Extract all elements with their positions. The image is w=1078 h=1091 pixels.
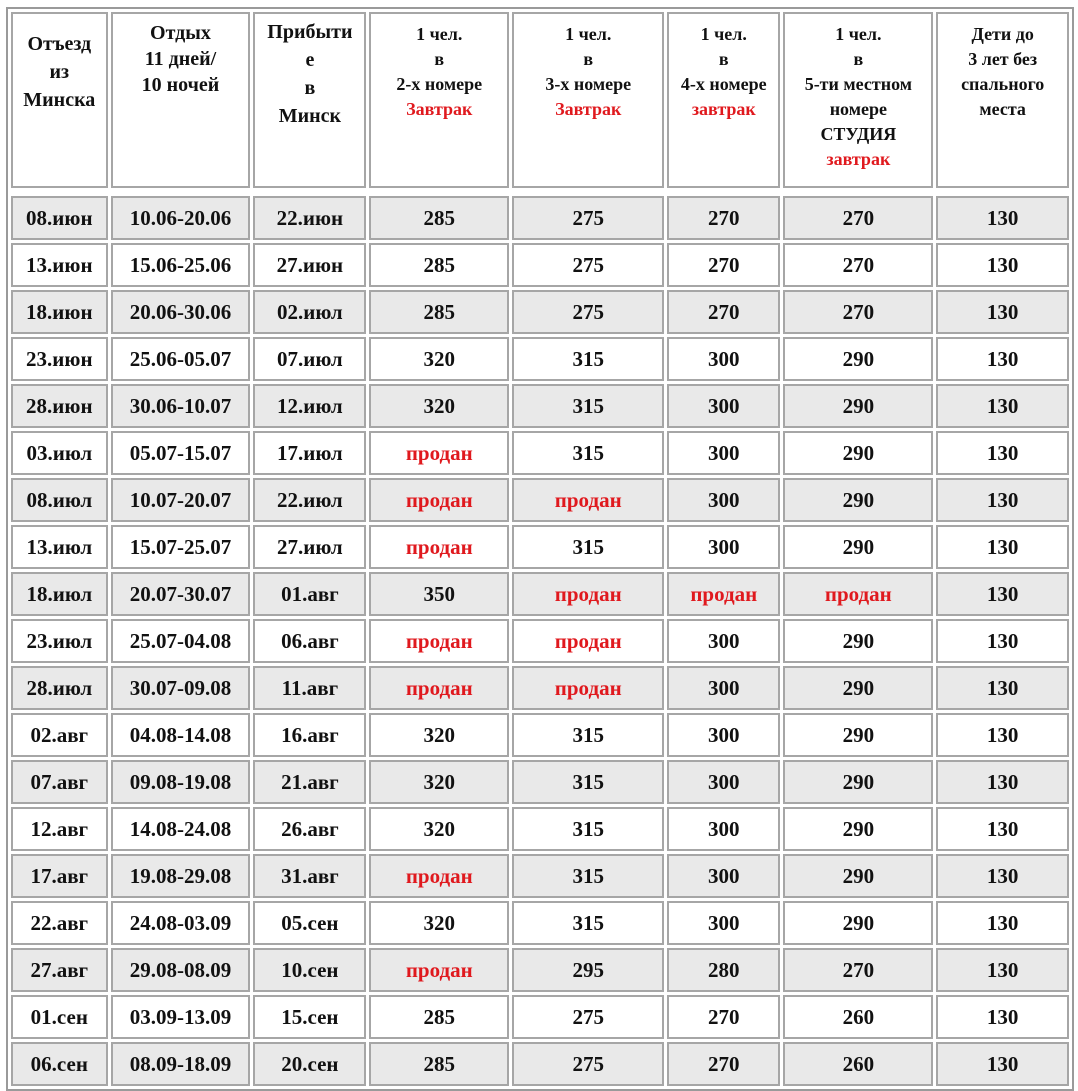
- price-triple: 315: [512, 384, 664, 428]
- header-line: 3-х номере: [545, 74, 632, 94]
- arrival-date: 26.авг: [253, 807, 366, 851]
- header-line: Дети до: [971, 24, 1034, 44]
- price-triple: 275: [512, 290, 664, 334]
- price-children: 130: [936, 290, 1069, 334]
- arrival-date: 07.июл: [253, 337, 366, 381]
- price-quad: 300: [667, 384, 780, 428]
- arrival-date: 22.июл: [253, 478, 366, 522]
- departure-header: [11, 12, 108, 188]
- header-line: Минска: [23, 89, 96, 111]
- price-studio: 270: [783, 196, 933, 240]
- stay-period: 09.08-19.08: [111, 760, 251, 804]
- price-quad: 300: [667, 431, 780, 475]
- price-studio: продан: [783, 572, 933, 616]
- price-triple: 315: [512, 713, 664, 757]
- table-row: [11, 478, 1069, 522]
- stay-period: 08.09-18.09: [111, 1042, 251, 1086]
- departure-date: 12.авг: [11, 807, 108, 851]
- price-triple: продан: [512, 478, 664, 522]
- price-children: 130: [936, 478, 1069, 522]
- price-studio: 270: [783, 948, 933, 992]
- header-line: Минск: [278, 105, 342, 127]
- price-studio: 290: [783, 337, 933, 381]
- price-children: 130: [936, 572, 1069, 616]
- price-children: 130: [936, 384, 1069, 428]
- stay-period: 25.06-05.07: [111, 337, 251, 381]
- stay-period: 14.08-24.08: [111, 807, 251, 851]
- price-children: 130: [936, 196, 1069, 240]
- price-quad: 300: [667, 901, 780, 945]
- price-studio: 270: [783, 243, 933, 287]
- price-quad: 300: [667, 619, 780, 663]
- price-children: 130: [936, 1042, 1069, 1086]
- stay-period: 10.06-20.06: [111, 196, 251, 240]
- price-studio: 260: [783, 995, 933, 1039]
- price-quad: 300: [667, 760, 780, 804]
- stay-period: 30.07-09.08: [111, 666, 251, 710]
- header-line: 10 ночей: [141, 74, 220, 96]
- arrival-date: 05.сен: [253, 901, 366, 945]
- price-quad: 300: [667, 478, 780, 522]
- header-line: 3 лет без: [968, 49, 1038, 69]
- price-triple: продан: [512, 666, 664, 710]
- price-studio: 270: [783, 290, 933, 334]
- header-line: в: [853, 49, 864, 69]
- stay-period: 15.07-25.07: [111, 525, 251, 569]
- departure-date: 03.июл: [11, 431, 108, 475]
- stay-period: 15.06-25.06: [111, 243, 251, 287]
- header-line: в: [304, 77, 316, 99]
- price-quad: 300: [667, 713, 780, 757]
- price-children: 130: [936, 948, 1069, 992]
- price-quad: 270: [667, 243, 780, 287]
- price-children: 130: [936, 431, 1069, 475]
- price-children: 130: [936, 807, 1069, 851]
- table-row: [11, 619, 1069, 663]
- price-double: продан: [369, 619, 509, 663]
- price-children: 130: [936, 666, 1069, 710]
- price-double: 285: [369, 290, 509, 334]
- departure-date: 13.июн: [11, 243, 108, 287]
- header-line: е: [305, 49, 315, 71]
- arrival-date: 21.авг: [253, 760, 366, 804]
- departure-date: 06.сен: [11, 1042, 108, 1086]
- price-studio: 290: [783, 901, 933, 945]
- price-double: 285: [369, 196, 509, 240]
- double-room-header: [369, 12, 509, 188]
- header-line: места: [979, 99, 1026, 119]
- stay-period: 05.07-15.07: [111, 431, 251, 475]
- header-line: 1 чел.: [565, 24, 612, 44]
- departure-date: 17.авг: [11, 854, 108, 898]
- arrival-date: 01.авг: [253, 572, 366, 616]
- arrival-date: 06.авг: [253, 619, 366, 663]
- table-row: [11, 290, 1069, 334]
- price-triple: 315: [512, 854, 664, 898]
- departure-date: 28.июн: [11, 384, 108, 428]
- price-studio: 290: [783, 854, 933, 898]
- price-double: 320: [369, 713, 509, 757]
- table-body: [11, 196, 1069, 1086]
- price-double: продан: [369, 478, 509, 522]
- price-double: продан: [369, 948, 509, 992]
- header-line: в: [718, 49, 729, 69]
- price-double: 285: [369, 1042, 509, 1086]
- stay-period: 25.07-04.08: [111, 619, 251, 663]
- departure-date: 27.авг: [11, 948, 108, 992]
- price-children: 130: [936, 243, 1069, 287]
- arrival-date: 02.июл: [253, 290, 366, 334]
- departure-date: 23.июл: [11, 619, 108, 663]
- stay-period: 04.08-14.08: [111, 713, 251, 757]
- price-quad: 300: [667, 807, 780, 851]
- price-quad: 300: [667, 854, 780, 898]
- price-children: 130: [936, 337, 1069, 381]
- departure-date: 08.июл: [11, 478, 108, 522]
- price-studio: 290: [783, 431, 933, 475]
- stay-period: 20.07-30.07: [111, 572, 251, 616]
- price-quad: 270: [667, 196, 780, 240]
- departure-date: 08.июн: [11, 196, 108, 240]
- price-triple: 315: [512, 901, 664, 945]
- stay-period: 19.08-29.08: [111, 854, 251, 898]
- arrival-date: 15.сен: [253, 995, 366, 1039]
- table-row: [11, 431, 1069, 475]
- table-row: [11, 1042, 1069, 1086]
- stay-period: 10.07-20.07: [111, 478, 251, 522]
- meal-label: Завтрак: [406, 99, 473, 119]
- price-triple: 295: [512, 948, 664, 992]
- departure-date: 07.авг: [11, 760, 108, 804]
- price-studio: 290: [783, 807, 933, 851]
- price-double: 350: [369, 572, 509, 616]
- table-row: [11, 525, 1069, 569]
- price-quad: 300: [667, 525, 780, 569]
- price-double: продан: [369, 525, 509, 569]
- children-header: [936, 12, 1069, 188]
- table-row: [11, 948, 1069, 992]
- price-studio: 290: [783, 666, 933, 710]
- price-quad: продан: [667, 572, 780, 616]
- price-double: 320: [369, 901, 509, 945]
- stay-period: 29.08-08.09: [111, 948, 251, 992]
- table-row: [11, 572, 1069, 616]
- header-line: 1 чел.: [700, 24, 747, 44]
- price-children: 130: [936, 995, 1069, 1039]
- price-triple: 275: [512, 196, 664, 240]
- header-line: в: [434, 49, 445, 69]
- table-row: [11, 243, 1069, 287]
- arrival-header: [253, 12, 366, 188]
- meal-label: Завтрак: [555, 99, 622, 119]
- meal-label: завтрак: [691, 99, 756, 119]
- arrival-date: 22.июн: [253, 196, 366, 240]
- header-line: 1 чел.: [835, 24, 882, 44]
- price-children: 130: [936, 525, 1069, 569]
- stay-period: 24.08-03.09: [111, 901, 251, 945]
- price-children: 130: [936, 760, 1069, 804]
- price-double: 320: [369, 384, 509, 428]
- table-row: [11, 666, 1069, 710]
- arrival-date: 11.авг: [253, 666, 366, 710]
- arrival-date: 27.июл: [253, 525, 366, 569]
- stay-period: 20.06-30.06: [111, 290, 251, 334]
- arrival-date: 12.июл: [253, 384, 366, 428]
- header-row: [11, 12, 1069, 188]
- price-quad: 270: [667, 995, 780, 1039]
- stay-period: 03.09-13.09: [111, 995, 251, 1039]
- table-row: [11, 854, 1069, 898]
- meal-label: завтрак: [826, 149, 891, 169]
- arrival-date: 31.авг: [253, 854, 366, 898]
- price-studio: 290: [783, 384, 933, 428]
- price-triple: 315: [512, 525, 664, 569]
- price-double: продан: [369, 431, 509, 475]
- studio-header: [783, 12, 933, 188]
- price-children: 130: [936, 619, 1069, 663]
- departure-date: 13.июл: [11, 525, 108, 569]
- price-studio: 290: [783, 525, 933, 569]
- table-row: [11, 337, 1069, 381]
- table-row: [11, 384, 1069, 428]
- price-triple: продан: [512, 572, 664, 616]
- price-quad: 270: [667, 1042, 780, 1086]
- price-studio: 290: [783, 713, 933, 757]
- price-triple: 275: [512, 1042, 664, 1086]
- header-line: 5-ти местном: [804, 74, 912, 94]
- header-spacer: [11, 191, 1069, 193]
- arrival-date: 20.сен: [253, 1042, 366, 1086]
- table-row: [11, 807, 1069, 851]
- price-quad: 300: [667, 666, 780, 710]
- stay-period: 30.06-10.07: [111, 384, 251, 428]
- price-studio: 290: [783, 619, 933, 663]
- departure-date: 18.июл: [11, 572, 108, 616]
- stay-header: [111, 12, 251, 188]
- price-triple: 315: [512, 431, 664, 475]
- price-double: 320: [369, 760, 509, 804]
- departure-date: 22.авг: [11, 901, 108, 945]
- header-line: 1 чел.: [416, 24, 463, 44]
- price-quad: 270: [667, 290, 780, 334]
- price-studio: 260: [783, 1042, 933, 1086]
- spacer-cell: [11, 191, 1069, 193]
- price-double: 320: [369, 807, 509, 851]
- price-quad: 300: [667, 337, 780, 381]
- table-row: [11, 713, 1069, 757]
- price-triple: продан: [512, 619, 664, 663]
- header-line: Отъезд: [27, 33, 92, 55]
- departure-date: 23.июн: [11, 337, 108, 381]
- tour-price-table: [6, 7, 1074, 1091]
- price-children: 130: [936, 713, 1069, 757]
- header-line: СТУДИЯ: [820, 124, 897, 144]
- price-double: 285: [369, 995, 509, 1039]
- price-double: 320: [369, 337, 509, 381]
- table-row: [11, 995, 1069, 1039]
- price-children: 130: [936, 854, 1069, 898]
- header-line: Прибыти: [267, 21, 353, 43]
- header-line: 11 дней/: [144, 48, 217, 70]
- price-double: 285: [369, 243, 509, 287]
- table-row: [11, 196, 1069, 240]
- table-row: [11, 901, 1069, 945]
- arrival-date: 27.июн: [253, 243, 366, 287]
- header-line: спального: [961, 74, 1045, 94]
- triple-room-header: [512, 12, 664, 188]
- price-double: продан: [369, 854, 509, 898]
- header-line: 2-х номере: [396, 74, 483, 94]
- table-row: [11, 760, 1069, 804]
- header-line: из: [49, 61, 70, 83]
- arrival-date: 17.июл: [253, 431, 366, 475]
- departure-date: 01.сен: [11, 995, 108, 1039]
- quad-room-header: [667, 12, 780, 188]
- price-triple: 275: [512, 243, 664, 287]
- price-triple: 315: [512, 760, 664, 804]
- header-line: 4-х номере: [680, 74, 767, 94]
- arrival-date: 16.авг: [253, 713, 366, 757]
- price-triple: 275: [512, 995, 664, 1039]
- departure-date: 02.авг: [11, 713, 108, 757]
- price-double: продан: [369, 666, 509, 710]
- price-studio: 290: [783, 760, 933, 804]
- header-line: в: [583, 49, 594, 69]
- price-children: 130: [936, 901, 1069, 945]
- header-line: номере: [829, 99, 887, 119]
- departure-date: 28.июл: [11, 666, 108, 710]
- header-line: Отдых: [150, 22, 211, 44]
- departure-date: 18.июн: [11, 290, 108, 334]
- price-quad: 280: [667, 948, 780, 992]
- price-studio: 290: [783, 478, 933, 522]
- price-triple: 315: [512, 807, 664, 851]
- arrival-date: 10.сен: [253, 948, 366, 992]
- price-triple: 315: [512, 337, 664, 381]
